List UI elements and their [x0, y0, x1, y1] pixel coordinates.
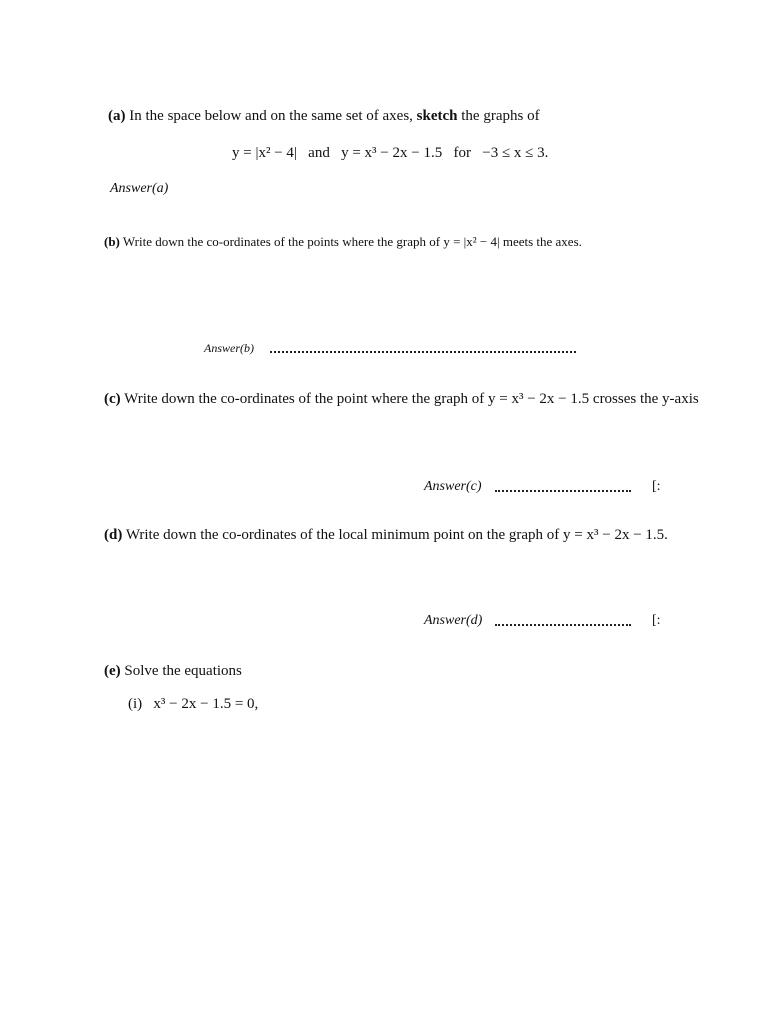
question-c-label: (c): [104, 391, 121, 407]
answer-a-label: Answer(a): [110, 181, 169, 196]
marks-c: [:: [652, 479, 661, 494]
and-word: and: [308, 145, 330, 161]
answer-b-line[interactable]: [270, 343, 576, 353]
question-a: [108, 108, 540, 125]
answer-c-line[interactable]: [495, 482, 631, 492]
answer-c-label: Answer(c): [424, 479, 482, 494]
answer-d-label: Answer(d): [424, 613, 483, 628]
question-c: [104, 391, 699, 408]
question-b-text: Write down the co-ordinates of the points where the graph of: [122, 234, 441, 249]
equation-cubic: y = x³ − 2x − 1.5: [341, 145, 443, 161]
question-e-i-equation: x³ − 2x − 1.5 = 0,: [153, 696, 259, 712]
question-e-i-label: (i): [128, 696, 143, 712]
question-c-text-after: crosses the y-axis: [592, 391, 699, 407]
equation-abs-quadratic: y = |x² − 4|: [232, 145, 297, 161]
question-b-equation: y = |x² − 4|: [443, 234, 500, 249]
question-b-text-after: meets the axes.: [502, 234, 582, 249]
question-a-equations: [232, 145, 548, 162]
answer-d-line[interactable]: [495, 616, 631, 626]
question-d-text: Write down the co-ordinates of the local minimum point on the graph of: [125, 527, 560, 543]
question-d-label: (d): [104, 527, 123, 543]
question-c-equation: y = x³ − 2x − 1.5: [488, 391, 590, 407]
question-e-text: Solve the equations: [124, 663, 242, 679]
question-b-label: (b): [104, 234, 120, 249]
question-a-text-after: the graphs of: [461, 108, 540, 124]
question-e-i: [128, 696, 258, 713]
question-d: [104, 527, 668, 544]
question-a-label: (a): [108, 108, 126, 124]
question-e: [104, 663, 242, 680]
question-e-label: (e): [104, 663, 121, 679]
for-word: for: [453, 145, 471, 161]
question-c-text: Write down the co-ordinates of the point where the graph of: [124, 391, 485, 407]
question-a-sketch-word: sketch: [416, 108, 458, 124]
question-a-text: In the space below and on the same set of axes,: [129, 108, 413, 124]
question-b: [104, 234, 582, 250]
question-d-equation: y = x³ − 2x − 1.5.: [563, 527, 668, 543]
marks-d: [:: [652, 613, 661, 628]
answer-b-label: Answer(b): [204, 341, 254, 355]
x-range: −3 ≤ x ≤ 3.: [482, 145, 549, 161]
